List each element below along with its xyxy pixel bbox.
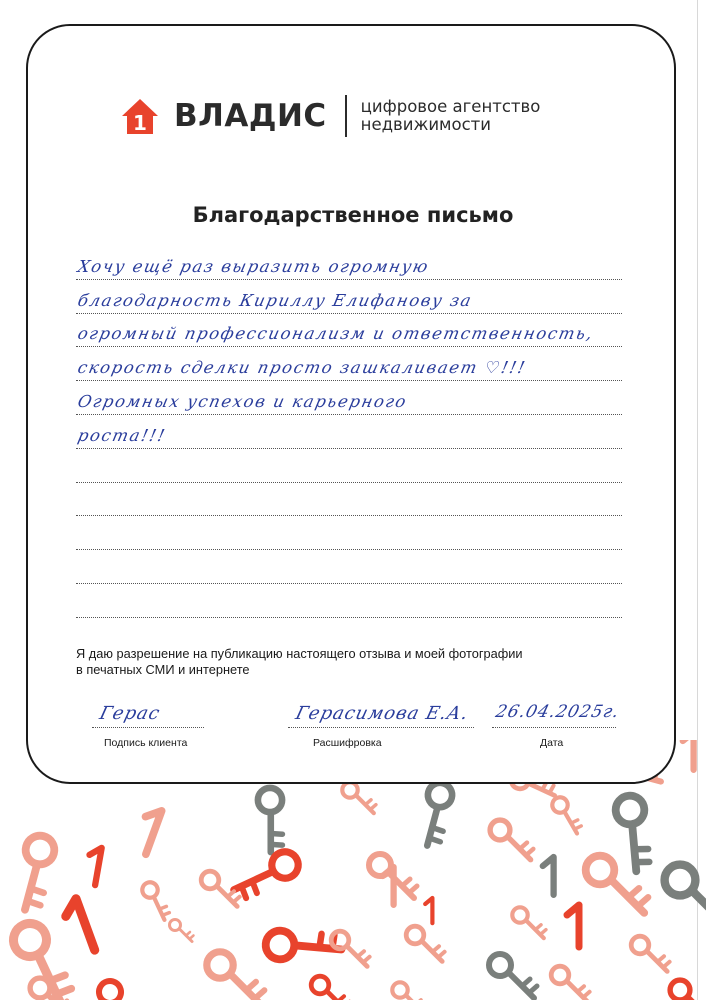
key-icon [406, 926, 444, 961]
key-icon [233, 839, 302, 911]
key-icon [392, 982, 426, 1000]
handwritten-text: Хочу ещё раз выразить огромную [76, 256, 432, 276]
tagline-line-2: недвижимости [360, 115, 492, 134]
number-one-icon [61, 899, 94, 956]
brand-name: ВЛАДИС [174, 98, 327, 134]
logo-number: 1 [133, 111, 147, 135]
client-signature: Герас [97, 703, 163, 724]
number-one-icon [425, 898, 432, 923]
key-icon [591, 790, 676, 874]
handwritten-text: роста!!! [76, 425, 168, 445]
key-icon [0, 830, 76, 913]
key-icon [342, 782, 376, 813]
number-one-icon [133, 806, 161, 854]
key-icon [135, 880, 177, 920]
key-icon [670, 980, 706, 1000]
signature-decode-value: Герасимова Е.А. [293, 703, 472, 724]
key-icon [490, 820, 533, 860]
key-icon [489, 954, 537, 998]
handwritten-text: Огромных успехов и карьерного [76, 391, 410, 411]
handwritten-text: огромный профессионализм и ответственность, [76, 324, 596, 344]
key-icon [170, 920, 194, 942]
key-icon [0, 919, 88, 1000]
tagline-line-1: цифровое агентство [360, 97, 541, 116]
key-icon [547, 796, 587, 834]
date-line [492, 727, 616, 728]
client-signature-label: Подпись клиента [104, 737, 188, 749]
signature-decode-label: Расшифровка [313, 737, 382, 749]
signature-decode-line [288, 727, 474, 728]
document-title: Благодарственное письмо [192, 203, 514, 227]
key-icon [236, 783, 308, 855]
key-icon [403, 778, 471, 848]
key-icon [551, 966, 589, 1000]
consent-line-2: в печатных СМИ и интернете [76, 661, 250, 677]
date-label: Дата [540, 737, 564, 749]
date-value: 26.04.2025г. [493, 702, 622, 722]
number-one-icon [84, 846, 101, 885]
key-icon [84, 977, 148, 1000]
key-icon [207, 952, 265, 1000]
number-one-icon [567, 905, 579, 947]
client-signature-line [92, 727, 204, 728]
handwritten-text: скорость сделки просто зашкаливает ♡!!! [76, 358, 529, 378]
key-icon [665, 865, 706, 927]
key-icon [311, 976, 349, 1000]
key-icon [512, 907, 546, 938]
number-one-icon [543, 857, 554, 895]
key-icon [631, 936, 669, 971]
handwritten-text: благодарность Кириллу Елифанову за [76, 290, 475, 310]
number-one-icon [383, 867, 394, 905]
consent-line-1: Я даю разрешение на публикацию настоящего отзыва и моей фотографии [76, 646, 523, 661]
